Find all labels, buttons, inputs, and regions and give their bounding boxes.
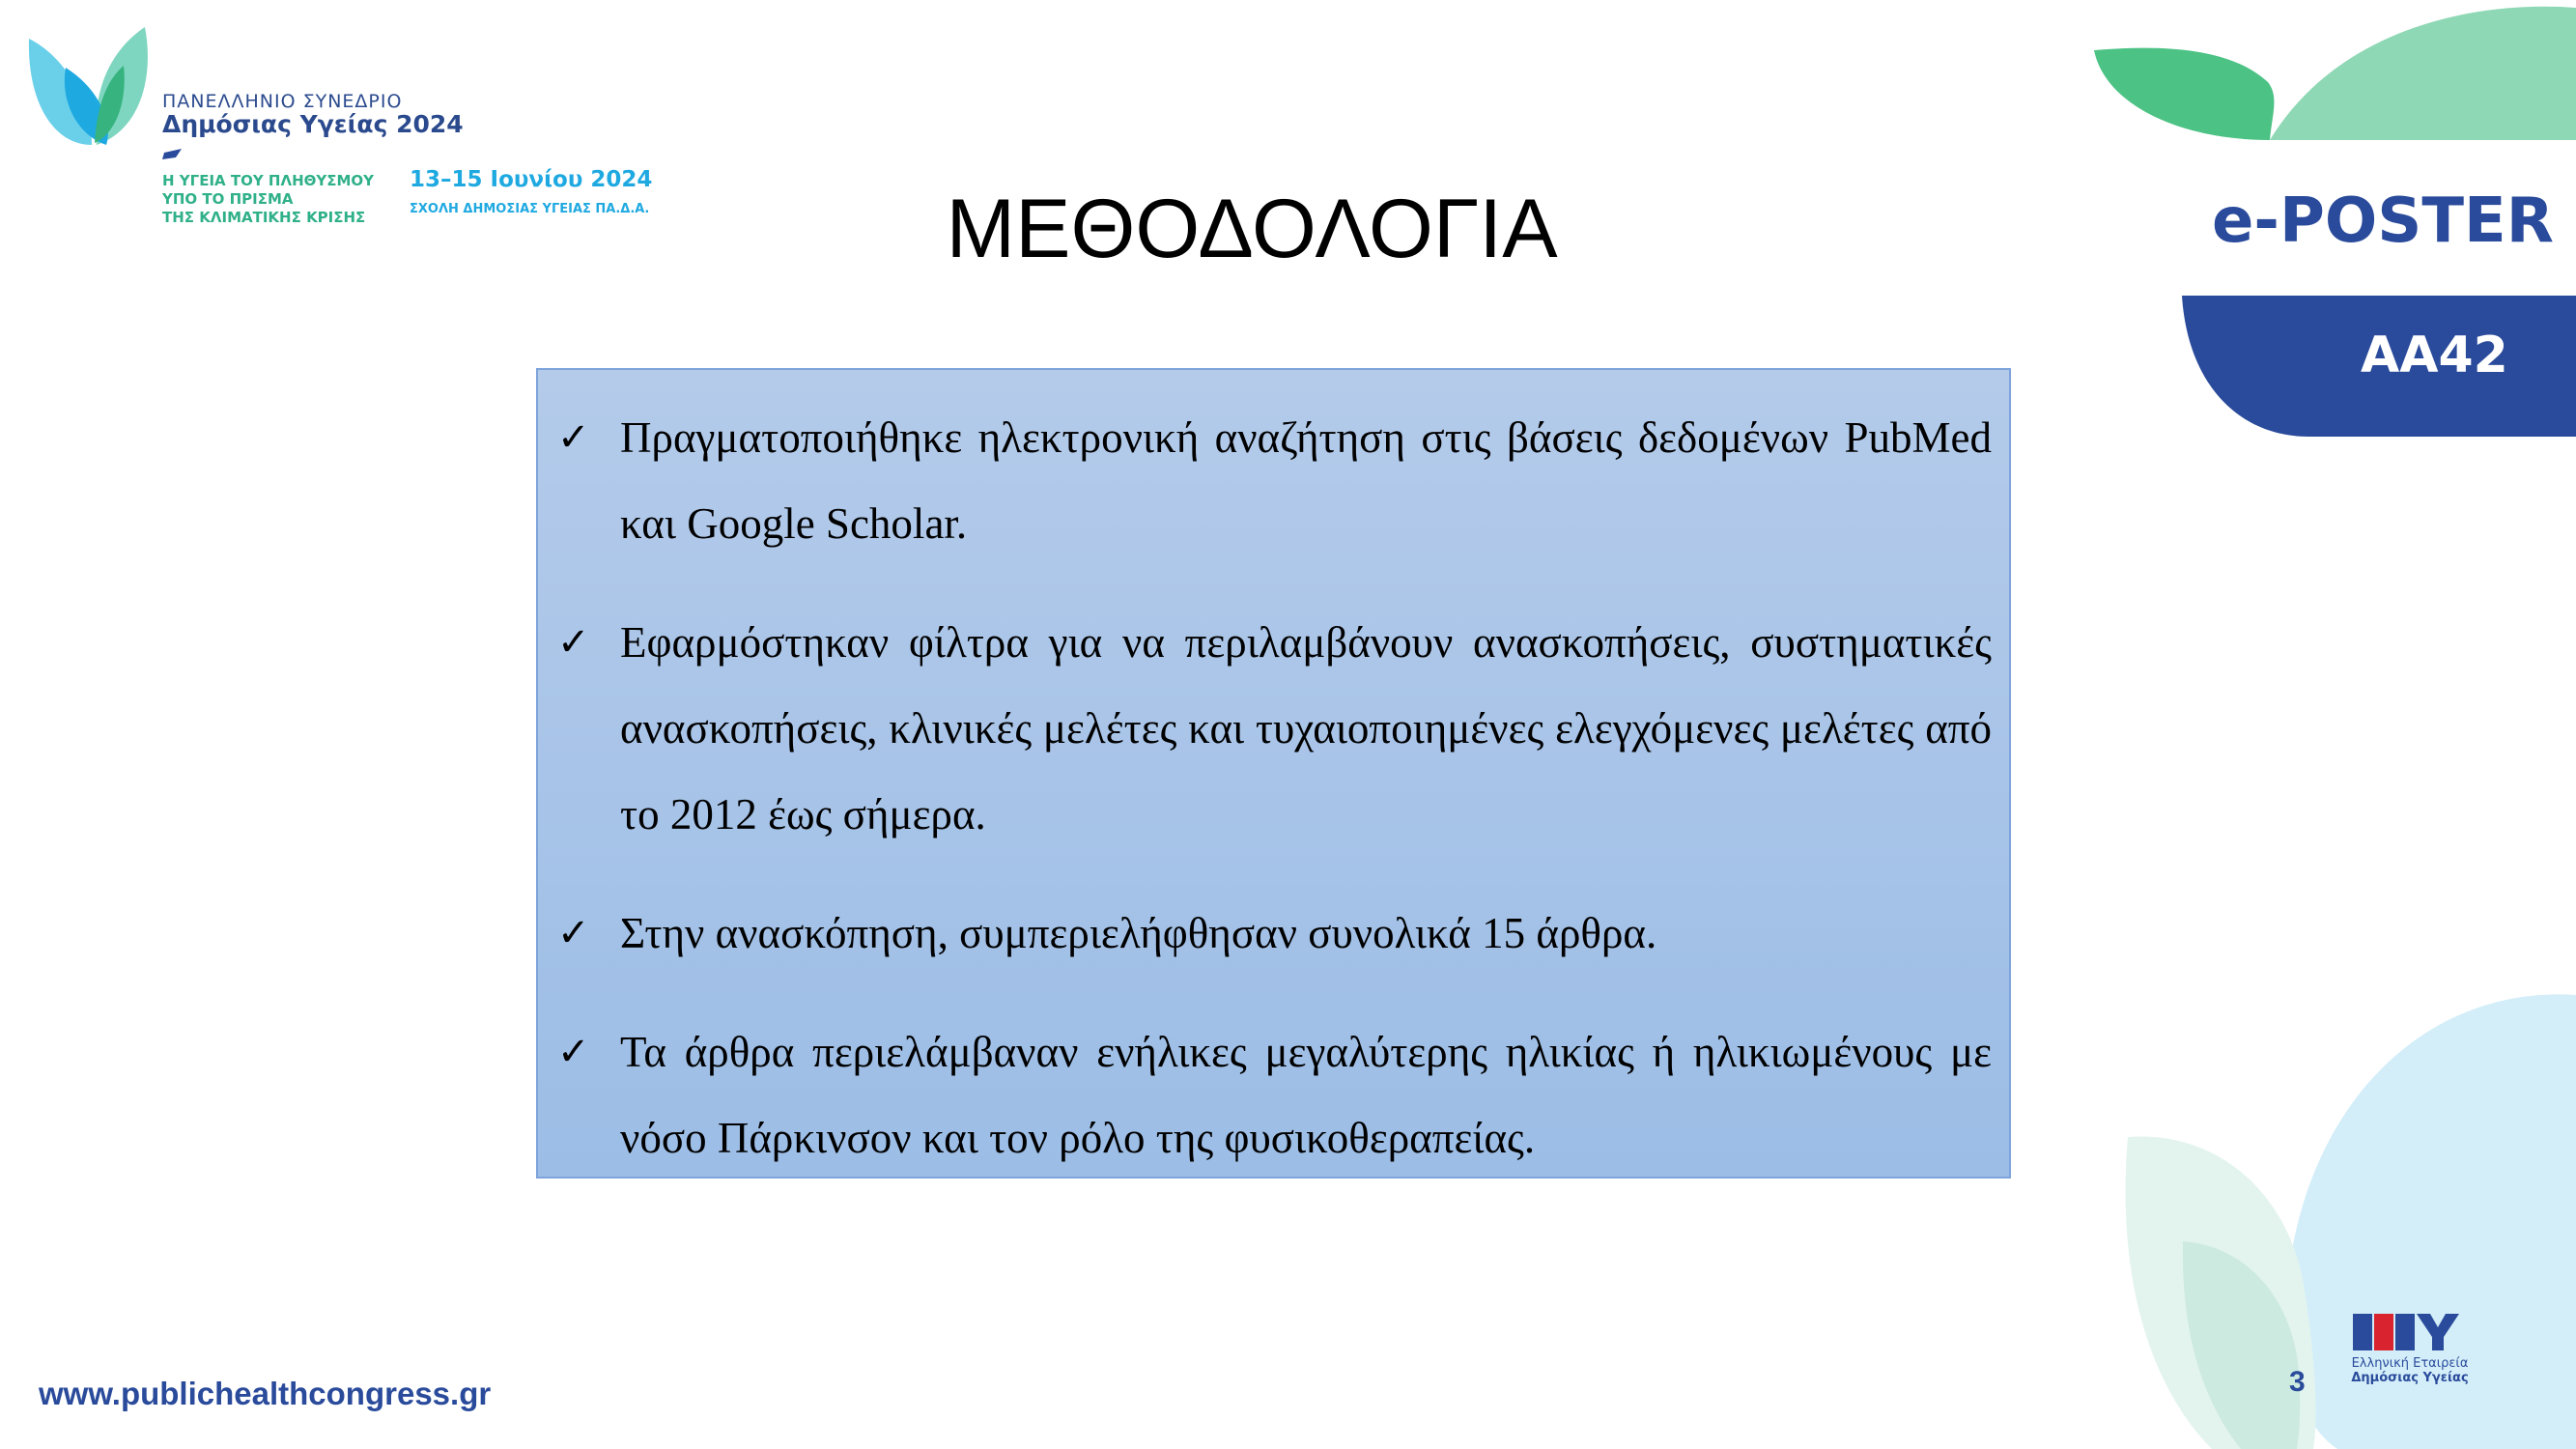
bullet-text: Πραγματοποιήθηκε ηλεκτρονική αναζήτηση στις βάσεις δεδομένων PubMed και Google Scholar. (620, 413, 1992, 548)
methodology-box (536, 368, 2011, 1179)
org-logo-e2 (2374, 1314, 2393, 1350)
org-logo-e1 (2353, 1314, 2372, 1350)
top-right-leaf-green (2094, 48, 2274, 140)
congress-name-line1: ΠΑΝΕΛΛΗΝΙΟ ΣΥΝΕΔΡΙΟ (162, 91, 403, 112)
org-logo-line2: Δημόσιας Υγείας (2351, 1371, 2469, 1385)
page-number: 3 (2289, 1366, 2306, 1398)
bullet-item (557, 600, 1992, 858)
congress-tagline: Η ΥΓΕΙΑ ΤΟΥ ΠΛΗΘΥΣΜΟΥ ΥΠΟ ΤΟ ΠΡΙΣΜΑ ΤΗΣ ΚΛΙΜΑΤΙΚΗΣ ΚΡΙΣΗΣ (162, 172, 375, 226)
logo-dash (162, 149, 182, 159)
bullet-item (557, 891, 1992, 977)
congress-name-line2: Δημόσιας Υγείας 2024 (162, 110, 464, 138)
bullet-text: Στην ανασκόπηση, συμπεριελήφθησαν συνολικά 15 άρθρα. (620, 909, 1657, 957)
check-icon: ✓ (557, 911, 590, 955)
bullet-text: Εφαρμόστηκαν φίλτρα για να περιλαμβάνουν ανασκοπήσεις, συστηματικές ανασκοπήσεις, κλινικές μελέτες και τυχαιοποιημένες ελεγχόμενες μελέτες από το 2012 έως σήμερα. (620, 618, 1992, 838)
bullet-item (557, 395, 1992, 567)
poster-code: ΑΑ42 (2361, 327, 2508, 384)
website-link[interactable]: www.publichealthcongress.gr (39, 1376, 492, 1411)
org-logo-line1: Ελληνική Εταιρεία (2351, 1356, 2469, 1371)
top-right-leaf-light (2270, 7, 2576, 140)
check-icon: ✓ (557, 620, 590, 665)
bullet-item (557, 1009, 1992, 1181)
congress-school: ΣΧΟΛΗ ΔΗΜΟΣΙΑΣ ΥΓΕΙΑΣ ΠΑ.Δ.Α. (410, 202, 650, 216)
check-icon: ✓ (557, 1030, 590, 1074)
congress-dates: 13–15 Ιουνίου 2024 (410, 167, 653, 192)
eposter-label: e-POSTER (2212, 185, 2555, 257)
check-icon: ✓ (557, 415, 590, 460)
page-title: ΜΕΘΟΔΟΛΟΓΙΑ (946, 183, 1558, 275)
bullet-text: Τα άρθρα περιελάμβαναν ενήλικες μεγαλύτερης ηλικίας ή ηλικιωμένους με νόσο Πάρκινσον και τον ρόλο της φυσικοθεραπείας. (620, 1028, 1992, 1162)
org-logo-d (2395, 1314, 2415, 1350)
